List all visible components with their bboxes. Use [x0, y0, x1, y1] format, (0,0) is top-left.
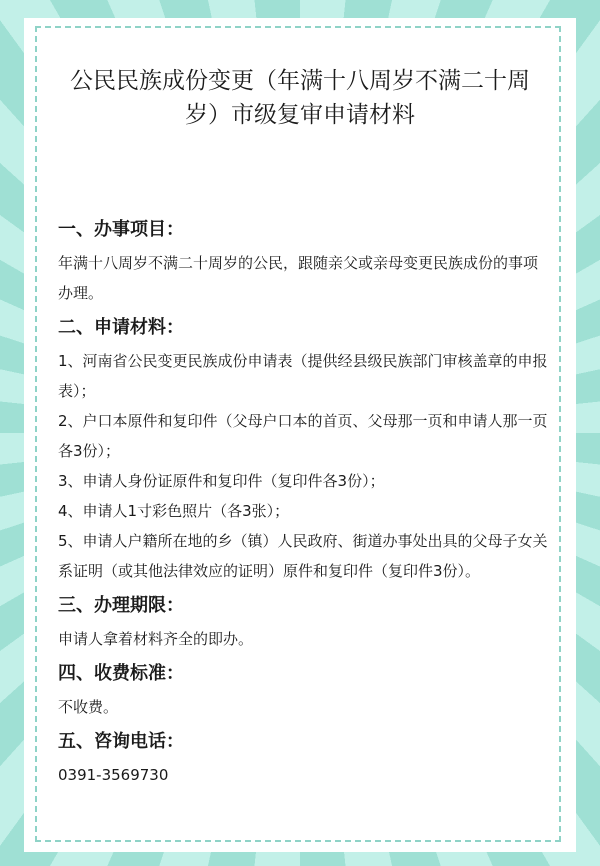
section-heading: 三、办理期限： — [58, 595, 184, 616]
section-time-limit — [58, 594, 548, 654]
list-item: 5、申请人户籍所在地的乡（镇）人民政府、街道办事处出具的父母子女关系证明（或其他法律效应的证明）原件和复印件（复印件3份）。 — [58, 532, 548, 580]
section-materials — [58, 316, 548, 586]
document-content — [58, 218, 548, 798]
materials-list — [58, 346, 548, 586]
section-heading: 五、咨询电话： — [58, 731, 184, 752]
section-body: 不收费。 — [58, 698, 119, 716]
document-title: 公民民族成份变更（年满十八周岁不满二十周岁）市级复审申请材料 — [70, 68, 530, 128]
list-item: 4、申请人1寸彩色照片（各3张）； — [58, 502, 290, 520]
section-fees — [58, 662, 548, 722]
phone-number: 0391-3569730 — [58, 766, 169, 784]
list-item: 1、河南省公民变更民族成份申请表（提供经县级民族部门审核盖章的申报表）； — [58, 352, 548, 400]
section-heading: 一、办事项目： — [58, 219, 184, 240]
section-body: 申请人拿着材料齐全的即办。 — [58, 630, 254, 648]
section-heading: 四、收费标准： — [58, 663, 184, 684]
list-item: 3、申请人身份证原件和复印件（复印件各3份）； — [58, 472, 385, 490]
section-phone — [58, 730, 548, 790]
section-heading: 二、申请材料： — [58, 317, 184, 338]
section-body: 年满十八周岁不满二十周岁的公民，跟随亲父或亲母变更民族成份的事项办理。 — [58, 254, 539, 302]
section-service-item — [58, 218, 548, 308]
list-item: 2、户口本原件和复印件（父母户口本的首页、父母那一页和申请人那一页各3份）； — [58, 412, 548, 460]
